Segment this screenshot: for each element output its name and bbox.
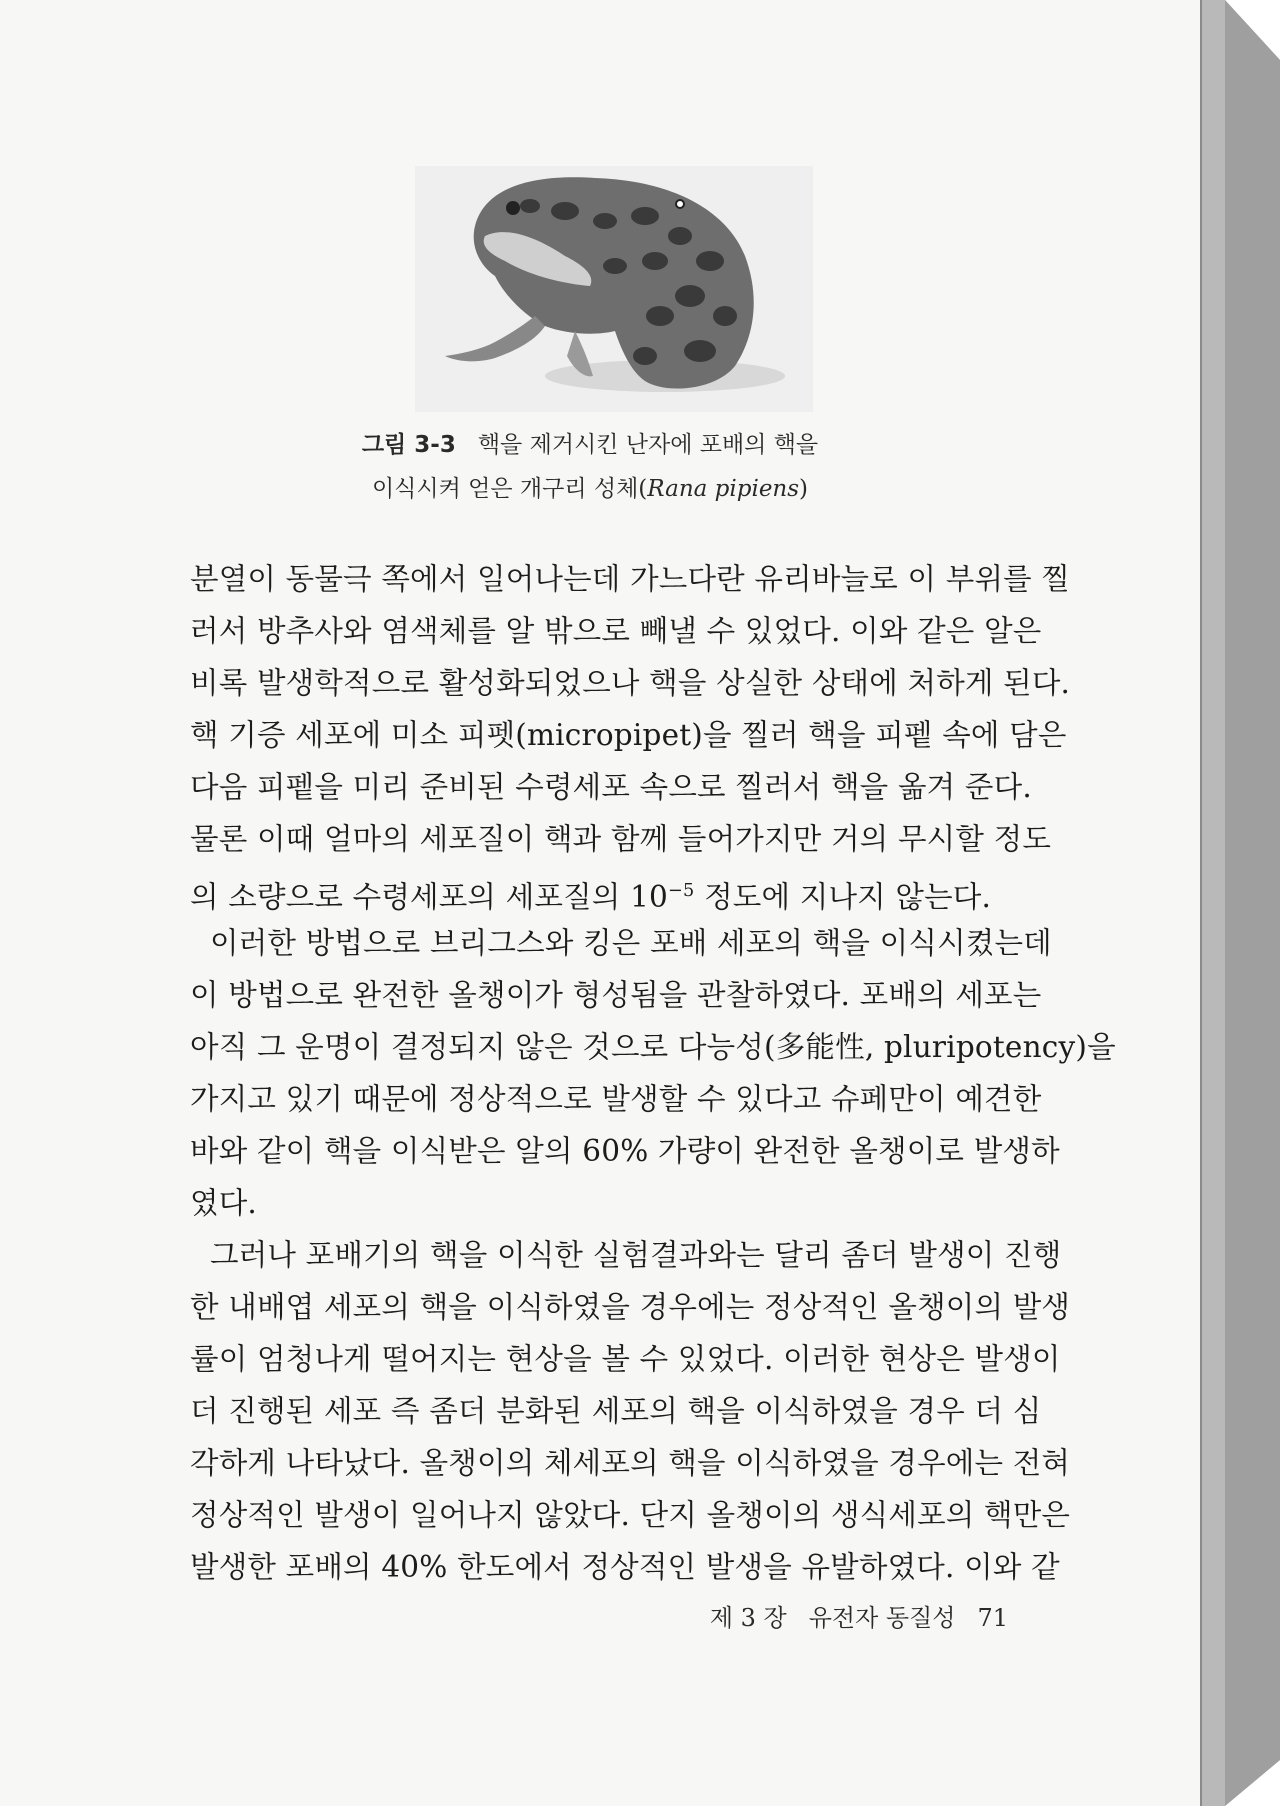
book-edge [1195,0,1280,1806]
book-edge-shading [1195,0,1280,1806]
paragraph2-line: 이 방법으로 완전한 올챙이가 형성됨을 관찰하였다. 포배의 세포는 [190,978,1042,1012]
paragraph3-line: 각하게 나타났다. 올챙이의 체세포의 핵을 이식하였을 경우에는 전혀 [190,1446,1071,1480]
body-line-part: 의 소량으로 수령세포의 세포질의 10 [190,879,669,914]
figure-caption-line2 [190,471,990,507]
body-line: 물론 이때 얼마의 세포질이 핵과 함께 들어가지만 거의 무시할 정도 [190,822,1052,856]
body-line-with-exponent [190,865,1020,917]
body-line: 다음 피펱을 미리 준비된 수령세포 속으로 찔러서 핵을 옮겨 준다. [190,770,1032,804]
body-line: 러서 방추사와 염색체를 알 밖으로 빼낼 수 있었다. 이와 같은 알은 [190,614,1042,648]
paragraph3-line: 정상적인 발생이 일어나지 않았다. 단지 올챙이의 생식세포의 핵만은 [190,1498,1071,1532]
paragraph3-line: 률이 엄청나게 떨어지는 현상을 볼 수 있었다. 이러한 현상은 발생이 [190,1342,1061,1376]
chapter-title: 유전자 동질성 [808,1604,956,1632]
figure-caption-line1 [190,427,990,463]
figure-caption-text2: 이식시켜 얻은 개구리 성체( [371,476,648,502]
figure-caption-text1: 핵을 제거시킨 난자에 포배의 핵을 [477,432,819,458]
figure-caption-close: ) [799,476,809,502]
frog-photo [415,166,813,412]
page-footer [600,1598,1008,1633]
paragraph2-line: 였다. [190,1186,257,1220]
page-number: 71 [977,1604,1008,1632]
paragraph3-line: 발생한 포배의 40% 한도에서 정상적인 발생을 유발하였다. 이와 같 [190,1550,1060,1584]
paragraph2-line: 이러한 방법으로 브리그스와 킹은 포배 세포의 핵을 이식시켰는데 [210,926,1052,960]
paragraph3-line: 한 내배엽 세포의 핵을 이식하였을 경우에는 정상적인 올챙이의 발생 [190,1290,1071,1324]
species-name: Rana pipiens [647,476,800,502]
paragraph2-line: 아직 그 운명이 결정되지 않은 것으로 다능성(多能性, pluripotency)을 [190,1030,1116,1064]
chapter-number: 제 3 장 [709,1604,787,1632]
paragraph3-line: 더 진행된 세포 즉 좀더 분화된 세포의 핵을 이식하였을 경우 더 심 [190,1394,1042,1428]
body-line: 분열이 동물극 쪽에서 일어나는데 가느다란 유리바늘로 이 부위를 찔 [190,562,1071,596]
body-line: 핵 기증 세포에 미소 피펫(micropipet)을 찔러 핵을 피펱 속에 담은 [190,718,1067,752]
body-text [190,553,1116,1593]
paragraph2-line: 가지고 있기 때문에 정상적으로 발생할 수 있다고 슈페만이 예견한 [190,1082,1042,1116]
figure-label: 그림 3-3 [361,432,456,458]
paragraph3-line: 그러나 포배기의 핵을 이식한 실험결과와는 달리 좀더 발생이 진행 [210,1238,1062,1272]
paragraph2-line: 바와 같이 핵을 이식받은 알의 60% 가량이 완전한 올챙이로 발생하 [190,1134,1060,1168]
body-line-part: 정도에 지나지 않는다. [694,879,992,914]
exponent: −5 [668,881,695,901]
body-line: 비록 발생학적으로 활성화되었으나 핵을 상실한 상태에 처하게 된다. [190,666,1071,700]
frog-illustration [415,166,813,412]
